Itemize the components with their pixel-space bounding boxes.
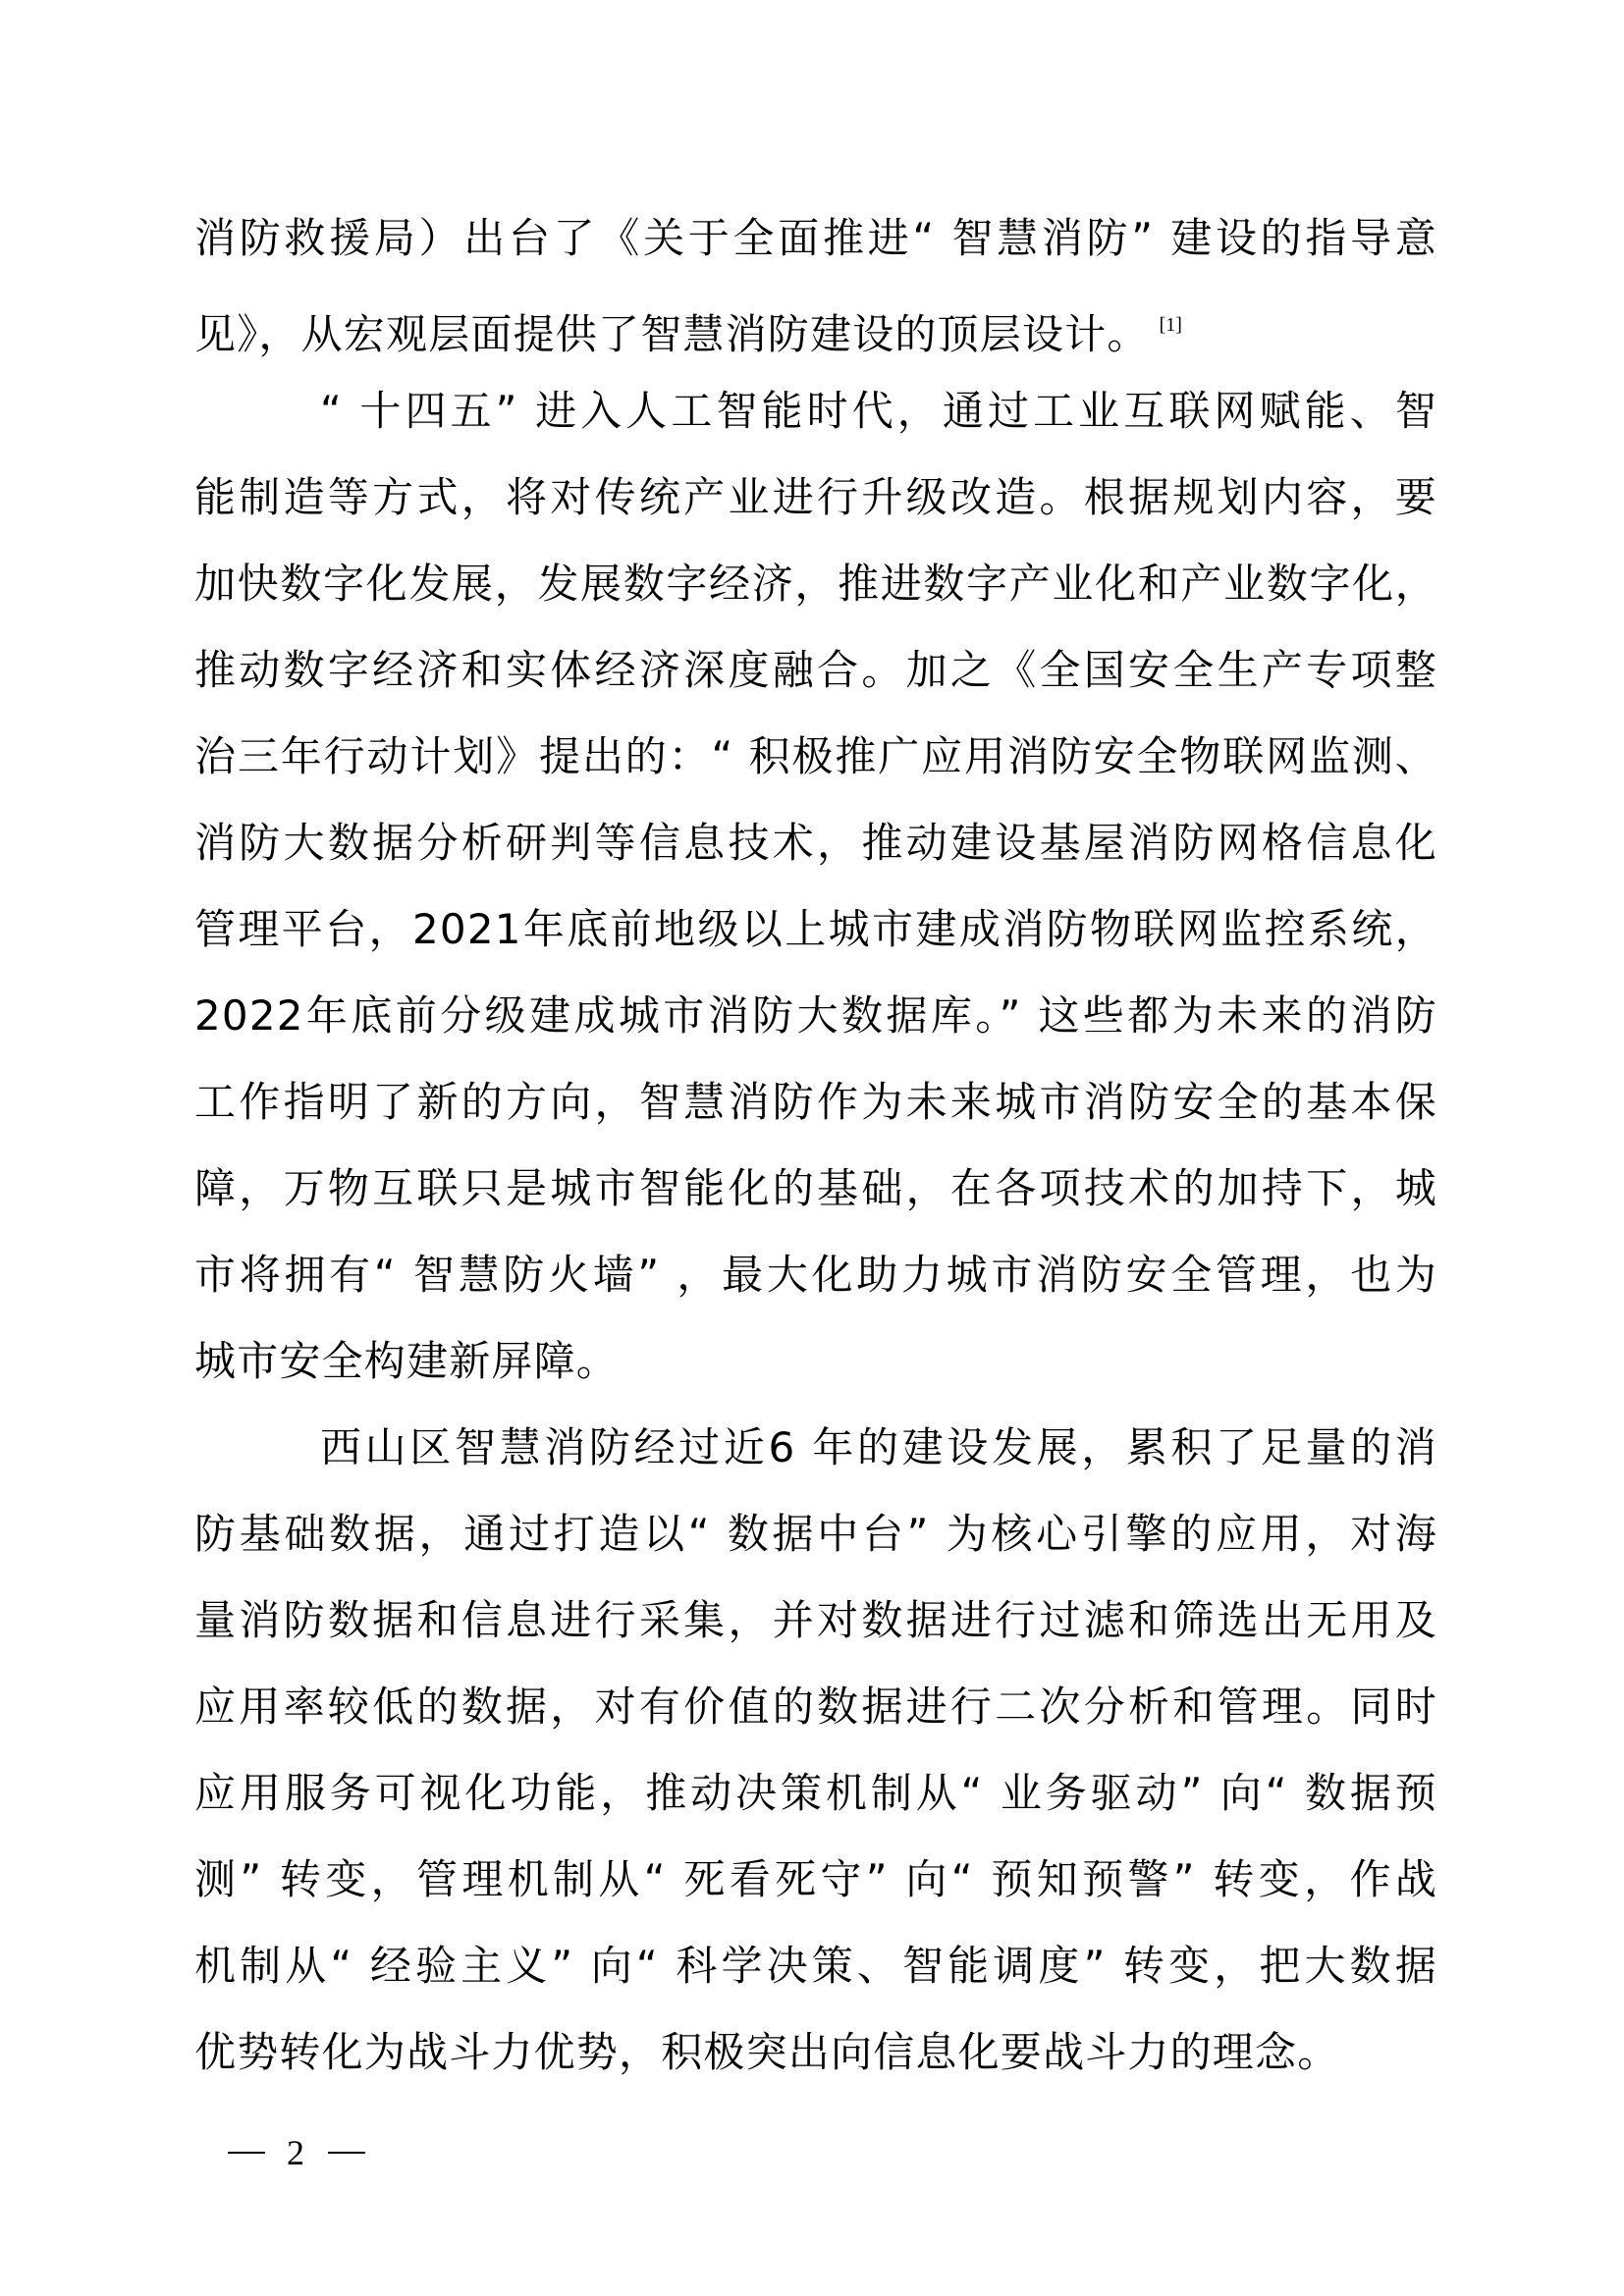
text-line: 优势转化为战斗力优势，积极突出向信息化要战斗力的理念。 bbox=[194, 2028, 1340, 2076]
text-line: 消防救援局）出台了《关于全面推进“ 智慧消防” 建设的指导意 bbox=[194, 214, 1437, 262]
page-footer bbox=[228, 2132, 365, 2173]
text-line-content: 见》，从宏观层面提供了智慧消防建设的顶层设计。 bbox=[194, 310, 1150, 358]
text-line bbox=[194, 296, 1437, 383]
text-line: 应用服务可视化功能，推动决策机制从“ 业务驱动” 向“ 数据预 bbox=[194, 1769, 1437, 1817]
text-line: 管理平台，2021年底前地级以上城市建成消防物联网监控系统， bbox=[194, 905, 1437, 953]
dash-divider-left bbox=[228, 2152, 265, 2154]
dash-divider-right bbox=[328, 2152, 365, 2154]
text-line: 防基础数据，通过打造以“ 数据中台” 为核心引擎的应用，对海 bbox=[194, 1510, 1437, 1558]
text-line: 应用率较低的数据，对有价值的数据进行二次分析和管理。同时 bbox=[194, 1682, 1437, 1731]
body-text bbox=[194, 210, 1437, 2110]
text-line: 2022年底前分级建成城市消防大数据库。” 这些都为未来的消防 bbox=[194, 991, 1437, 1040]
page-number: 2 bbox=[287, 2133, 306, 2172]
text-line: 机制从“ 经验主义” 向“ 科学决策、智能调度” 转变，把大数据 bbox=[194, 1942, 1437, 1990]
text-line: 障，万物互联只是城市智能化的基础，在各项技术的加持下，城 bbox=[194, 1164, 1437, 1212]
text-line: 测” 转变，管理机制从“ 死看死守” 向“ 预知预警” 转变，作战 bbox=[194, 1855, 1437, 1903]
citation-reference[interactable]: [1] bbox=[1159, 314, 1182, 336]
text-line: 市将拥有“ 智慧防火墙” ，最大化助力城市消防安全管理，也为 bbox=[194, 1251, 1437, 1299]
text-line: 推动数字经济和实体经济深度融合。加之《全国安全生产专项整 bbox=[194, 646, 1437, 694]
text-line: “ 十四五” 进入人工智能时代，通过工业互联网赋能、智 bbox=[320, 387, 1437, 435]
text-line: 西山区智慧消防经过近6 年的建设发展，累积了足量的消 bbox=[320, 1423, 1437, 1471]
text-line: 工作指明了新的方向，智慧消防作为未来城市消防安全的基本保 bbox=[194, 1078, 1437, 1126]
text-line: 量消防数据和信息进行采集，并对数据进行过滤和筛选出无用及 bbox=[194, 1596, 1437, 1644]
text-line: 治三年行动计划》提出的：“ 积极推广应用消防安全物联网监测、 bbox=[194, 732, 1437, 780]
text-line: 能制造等方式，将对传统产业进行升级改造。根据规划内容，要 bbox=[194, 473, 1437, 521]
text-line: 消防大数据分析研判等信息技术，推动建设基屋消防网格信息化 bbox=[194, 819, 1437, 867]
text-line: 城市安全构建新屏障。 bbox=[194, 1337, 620, 1385]
text-line: 加快数字化发展，发展数字经济，推进数字产业化和产业数字化， bbox=[194, 560, 1437, 608]
